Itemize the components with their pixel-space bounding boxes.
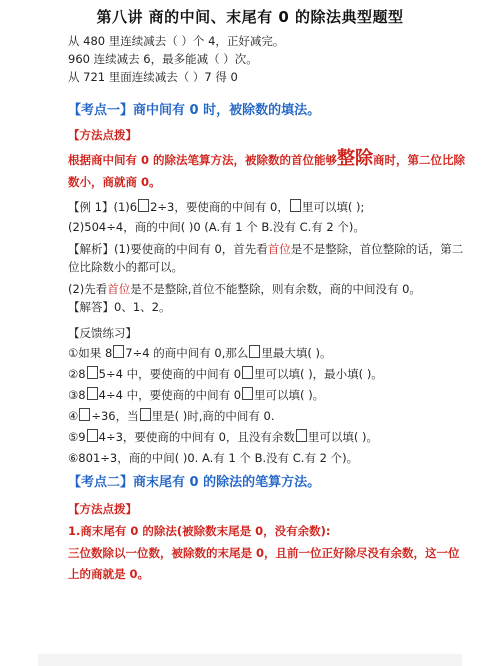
practice-3-b: 4÷4 中，要使商的中间有 0 [98, 388, 242, 402]
blank-box [290, 199, 301, 212]
bottom-bar [38, 654, 462, 666]
practice-5-c: 里可以填( )。 [307, 430, 379, 444]
example-1-line-1 [68, 199, 364, 215]
blank-box [113, 345, 124, 358]
top-question-1: 从 480 里连续减去（ ）个 4，正好减完。 [68, 34, 285, 48]
practice-3-a: ③8 [68, 388, 86, 402]
rule-2-line-2: 三位数除以一位数，被除数的末尾是 0，且前一位正好除尽没有余数，这一位 [68, 546, 460, 560]
practice-item-4 [68, 408, 275, 424]
blank-box [138, 199, 149, 212]
method-tip-label-1: 【方法点拨】 [68, 128, 137, 142]
practice-item-2 [68, 366, 383, 382]
practice-4-a: ④ [68, 409, 79, 423]
practice-1-c: 里最大填( )。 [261, 346, 332, 360]
rule-1-line-2: 数小，商就商 0。 [68, 175, 161, 189]
top-question-2: 960 连续减去 6，最多能减（ ）次。 [68, 52, 258, 66]
practice-2-b: 5÷4 中，要使商的中间有 0 [98, 367, 242, 381]
blank-box [87, 366, 98, 379]
blank-box [242, 387, 253, 400]
practice-5-b: 4÷3，要使商的中间有 0，且没有余数 [98, 430, 295, 444]
rule-1-line-1 [68, 148, 466, 169]
blank-box [296, 429, 307, 442]
analysis-text-a: 【解析】(1)要使商的中间有 0，首先看 [68, 242, 268, 256]
page-title: 第八讲 商的中间、末尾有 0 的除法典型题型 [96, 8, 404, 26]
practice-item-3 [68, 387, 324, 403]
analysis-line-1 [68, 241, 463, 257]
analysis-line-3 [68, 281, 421, 297]
practice-heading: 【反馈练习】 [68, 326, 137, 340]
blank-box [79, 408, 90, 421]
analysis-text-c: 是不是整除，首位整除的话，第二 [290, 242, 464, 256]
practice-4-c: 里是( )时,商的中间有 0. [151, 409, 275, 423]
practice-2-c: 里可以填( )，最小填( )。 [254, 367, 383, 381]
analysis-highlight-2: 首位 [107, 282, 131, 296]
section-heading-kaodian-1: 【考点一】商中间有 0 时，被除数的填法。 [68, 103, 321, 118]
example-1-text-a: 【例 1】(1)6 [68, 200, 138, 214]
practice-5-a: ⑤9 [68, 430, 86, 444]
analysis-text-g: 是不是整除,首位不能整除，则有余数，商的中间没有 0。 [130, 282, 421, 296]
practice-4-b: ÷36，当 [91, 409, 139, 423]
practice-item-1 [68, 345, 332, 361]
rule-1-text-c: 商时，第二位比除 [373, 153, 466, 167]
blank-box [87, 429, 98, 442]
method-tip-label-2: 【方法点拨】 [68, 502, 137, 516]
blank-box [242, 366, 253, 379]
rule-1-emphasis: 整除 [337, 148, 374, 169]
practice-item-6: ⑥801÷3，商的中间( )0. A.有 1 个 B.没有 C.有 2 个)。 [68, 451, 359, 465]
practice-item-5 [68, 429, 378, 445]
practice-1-b: 7÷4 的商中间有 0,那么 [125, 346, 249, 360]
rule-2-line-3: 上的商就是 0。 [68, 567, 150, 581]
analysis-line-2: 位比除数小的都可以。 [68, 260, 183, 274]
example-1-text-b: 2÷3，要使商的中间有 0， [150, 200, 289, 214]
practice-2-a: ②8 [68, 367, 86, 381]
analysis-text-e: (2)先看 [68, 282, 108, 296]
rule-2-line-1: 1.商末尾有 0 的除法(被除数末尾是 0，没有余数): [68, 524, 331, 538]
blank-box [87, 387, 98, 400]
answer-line: 【解答】0、1、2。 [68, 300, 171, 314]
practice-3-c: 里可以填( )。 [254, 388, 325, 402]
blank-box [249, 345, 260, 358]
blank-box [140, 408, 151, 421]
example-1-text-c: 里可以填( ); [301, 200, 365, 214]
example-1-line-2: (2)504÷4，商的中间( )0 (A.有 1 个 B.没有 C.有 2 个)。 [68, 220, 365, 234]
section-heading-kaodian-2: 【考点二】商末尾有 0 的除法的笔算方法。 [68, 475, 321, 490]
practice-1-a: ①如果 8 [68, 346, 113, 360]
top-question-3: 从 721 里面连续减去（ ）7 得 0 [68, 70, 238, 84]
analysis-highlight-1: 首位 [267, 242, 291, 256]
rule-1-text-a: 根据商中间有 0 的除法笔算方法，被除数的首位能够 [68, 153, 338, 167]
